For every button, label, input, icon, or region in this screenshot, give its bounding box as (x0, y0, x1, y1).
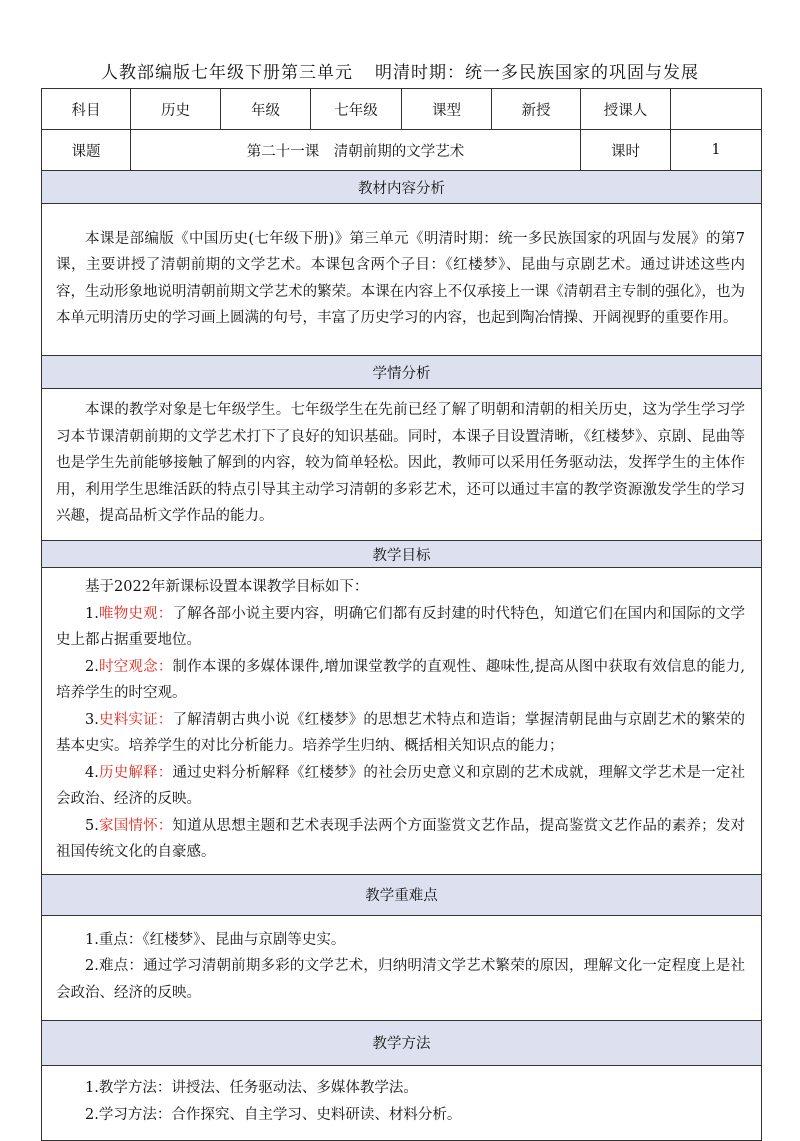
goal-key: 历史解释 (98, 764, 158, 781)
subject-value: 历史 (131, 89, 221, 130)
key-point: 1.重点：《红楼梦》、昆曲与京剧等史实。 (85, 931, 346, 948)
goal-key: 史料实证 (98, 711, 158, 728)
goal-item: 1.唯物史观：了解各部小说主要内容，明确它们都有反封建的时代特色，知道它们在国内和国际的文学史上都占据重要地位。 (56, 605, 746, 648)
section-heading-students: 学情分析 (42, 356, 762, 389)
material-analysis-cell (42, 204, 762, 356)
topic-label: 课题 (42, 130, 131, 171)
teaching-methods-cell (42, 1065, 762, 1140)
goals-intro: 基于2022年新课标设置本课教学目标如下： (85, 579, 369, 595)
material-analysis-text: 本课是部编版《中国历史(七年级下册)》第三单元《明清时期：统一多民族国家的巩固与发展》的第7课，主要讲授了清朝前期的文学艺术。本课包含两个子目：《红楼梦》、昆曲与京剧艺术。通过讲述这些内容，生动形象地说明清朝前期文学艺术的繁荣。本课在内容上不仅承接上一课《清朝君主专制的强化》，也为本单元明清历史的学习画上圆满的句号，丰富了历史学习的内容，也起到陶冶情操、开阔视野的重要作用。 (56, 230, 745, 326)
subject-label: 科目 (42, 89, 131, 130)
topic-row (42, 130, 762, 171)
goal-key: 唯物史观 (98, 605, 158, 622)
student-analysis-cell (42, 389, 762, 541)
class-hours-label: 课时 (581, 130, 671, 171)
goal-key: 时空观念 (98, 658, 158, 675)
goal-item: 3.史料实证：了解清朝古典小说《红楼梦》的思想艺术特点和造诣；掌握清朝昆曲与京剧艺术的繁荣的基本史实。培养学生的对比分析能力。培养学生归纳、概括相关知识点的能力； (56, 711, 746, 754)
title-theme: 明清时期：统一多民族国家的巩固与发展 (375, 63, 699, 83)
lesson-type-value: 新授 (492, 89, 581, 130)
teacher-label: 授课人 (581, 89, 671, 130)
key-difficult-points-cell (42, 915, 762, 1020)
goal-item: 4.历史解释：通过史料分析解释《红楼梦》的社会历史意义和京剧的艺术成就，理解文学艺术是一定社会政治、经济的反映。 (56, 764, 746, 807)
lesson-type-label: 课型 (402, 89, 492, 130)
teacher-value (671, 89, 762, 130)
teaching-method: 1.教学方法：讲授法、任务驱动法、多媒体教学法。 (85, 1080, 418, 1096)
section-heading-material: 教材内容分析 (42, 171, 762, 204)
section-heading-methods: 教学方法 (42, 1020, 762, 1065)
grade-label: 年级 (221, 89, 311, 130)
info-row (42, 89, 762, 130)
document-title (0, 58, 800, 83)
learning-method: 2.学习方法：合作探究、自主学习、史料研读、材料分析。 (85, 1106, 462, 1123)
lesson-plan-table (41, 88, 762, 1141)
topic-value: 第二十一课 清朝前期的文学艺术 (131, 130, 581, 171)
section-heading-goals: 教学目标 (42, 541, 762, 568)
goal-key: 家国情怀 (98, 817, 158, 834)
title-unit: 人教部编版七年级下册第三单元 (101, 63, 353, 83)
section-heading-keypoints: 教学重难点 (42, 874, 762, 915)
difficult-point: 2.难点：通过学习清朝前期多彩的文学艺术，归纳明清文学艺术繁荣的原因，理解文化一定程度上是社会政治、经济的反映。 (56, 958, 745, 1001)
goal-item: 2.时空观念：制作本课的多媒体课件,增加课堂教学的直观性、趣味性,提高从图中获取有效信息的能力,培养学生的时空观。 (56, 658, 746, 701)
goal-item: 5.家国情怀：知道从思想主题和艺术表现手法两个方面鉴赏文艺作品，提高鉴赏文艺作品的素养；发对祖国传统文化的自豪感。 (56, 817, 746, 860)
student-analysis-text: 本课的教学对象是七年级学生。七年级学生在先前已经了解了明朝和清朝的相关历史，这为学生学习学习本节课清朝前期的文学艺术打下了良好的知识基础。同时，本课子目设置清晰，《红楼梦》、京剧、昆曲等也是学生先前能够接触了解到的内容，较为简单轻松。因此，教师可以采用任务驱动法，发挥学生的主体作用，利用学生思维活跃的特点引导其主动学习清朝的多彩艺术，还可以通过丰富的教学资源激发学生的学习兴趣，提高品析文学作品的能力。 (56, 402, 745, 525)
grade-value: 七年级 (311, 89, 402, 130)
teaching-goals-cell (42, 568, 762, 875)
class-hours-value: 1 (671, 130, 762, 171)
